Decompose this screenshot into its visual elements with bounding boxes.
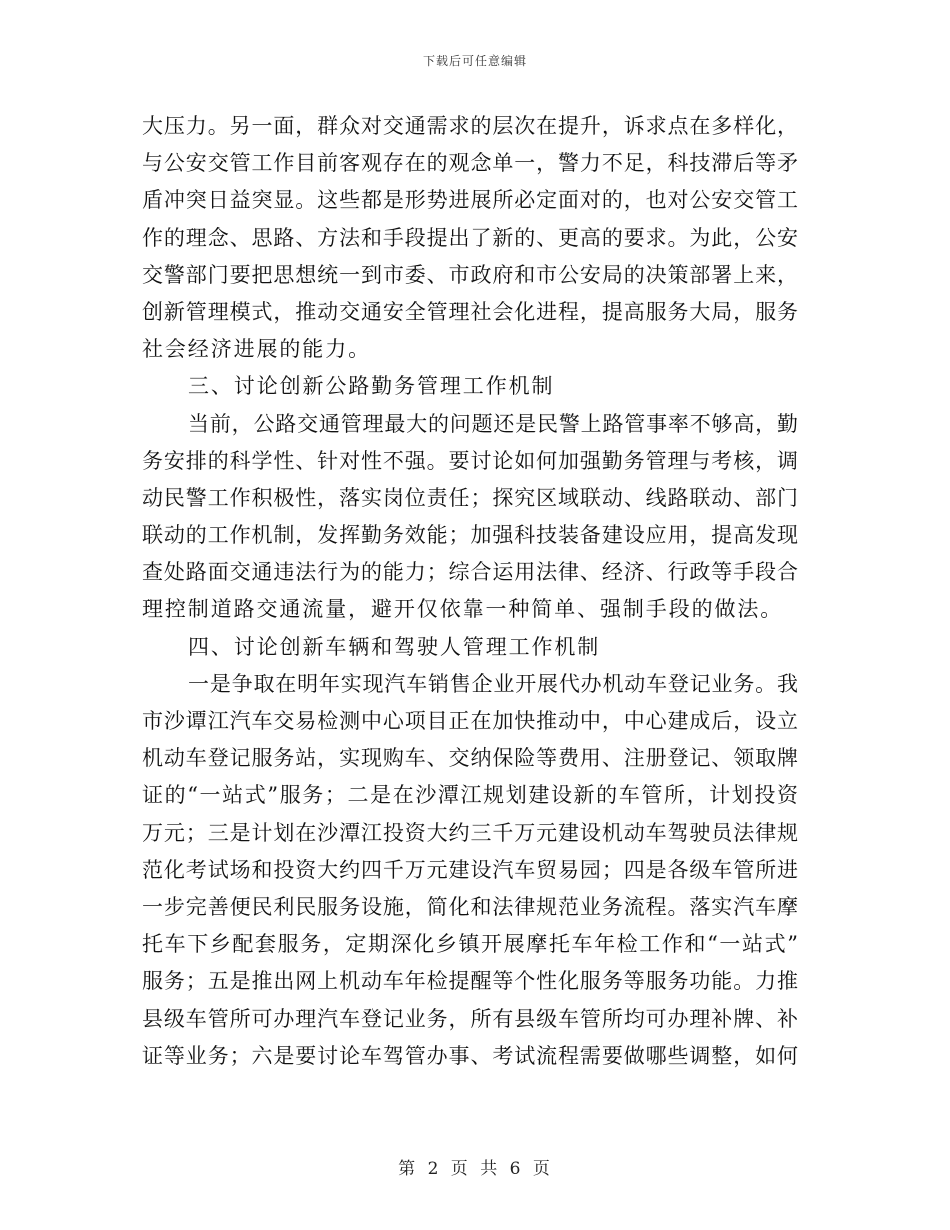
paragraph-line: 创新管理模式，推动交通安全管理社会化进程，提高服务大局，服务 [142, 299, 798, 324]
section-heading: 三、讨论创新公路勤务管理工作机制 [188, 374, 555, 399]
paragraph-line: 务安排的科学性、针对性不强。要讨论如何加强勤务管理与考核，调 [142, 448, 798, 473]
paragraph-line: 与公安交管工作目前客观存在的观念单一，警力不足，科技滞后等矛 [142, 151, 798, 176]
paragraph-line: 证等业务；六是要讨论车驾管办事、考试流程需要做哪些调整，如何 [142, 1043, 798, 1068]
paragraph-line: 托车下乡配套服务，定期深化乡镇开展摩托车年检工作和“一站式” [142, 932, 798, 957]
page-number: 第 2 页 共 6 页 [398, 1159, 552, 1179]
document-body [142, 108, 798, 1075]
paragraph-line: 社会经济进展的能力。 [142, 337, 371, 362]
paragraph-line: 一是争取在明年实现汽车销售企业开展代办机动车登记业务。我 [188, 671, 798, 696]
paragraph-line: 机动车登记服务站，实现购车、交纳保险等费用、注册登记、领取牌 [142, 746, 798, 771]
paragraph-line: 范化考试场和投资大约四千万元建设汽车贸易园；四是各级车管所进 [142, 857, 798, 882]
paragraph-line: 盾冲突日益突显。这些都是形势进展所必定面对的，也对公安交管工 [142, 188, 798, 213]
paragraph-line: 证的“一站式”服务；二是在沙潭江规划建设新的车管所，计划投资 [142, 783, 798, 808]
paragraph-line: 动民警工作积极性，落实岗位责任；探究区域联动、线路联动、部门 [142, 485, 798, 510]
paragraph-line: 联动的工作机制，发挥勤务效能；加强科技装备建设应用，提高发现 [142, 523, 798, 548]
paragraph-line: 作的理念、思路、方法和手段提出了新的、更高的要求。为此，公安 [142, 225, 798, 250]
page-header: 下载后可任意编辑 [422, 54, 527, 68]
paragraph-line: 服务；五是推出网上机动车年检提醒等个性化服务等服务功能。力推 [142, 969, 798, 994]
paragraph-line: 大压力。另一面，群众对交通需求的层次在提升，诉求点在多样化， [142, 114, 798, 138]
paragraph-line: 一步完善便民利民服务设施，简化和法律规范业务流程。落实汽车摩 [142, 894, 798, 919]
section-heading: 四、讨论创新车辆和驾驶人管理工作机制 [188, 634, 601, 659]
paragraph-line: 县级车管所可办理汽车登记业务，所有县级车管所均可办理补牌、补 [142, 1006, 798, 1031]
paragraph-line: 理控制道路交通流量，避开仅依靠一种简单、强制手段的做法。 [142, 597, 784, 622]
paragraph-line: 查处路面交通违法行为的能力；综合运用法律、经济、行政等手段合 [142, 560, 798, 585]
paragraph-line: 市沙谭江汽车交易检测中心项目正在加快推动中，中心建成后，设立 [142, 709, 798, 733]
paragraph-line: 当前，公路交通管理最大的问题还是民警上路管事率不够高，勤 [188, 411, 798, 436]
paragraph-line: 万元；三是计划在沙潭江投资大约三千万元建设机动车驾驶员法律规 [142, 820, 798, 845]
paragraph-line: 交警部门要把思想统一到市委、市政府和市公安局的决策部署上来， [142, 262, 798, 287]
